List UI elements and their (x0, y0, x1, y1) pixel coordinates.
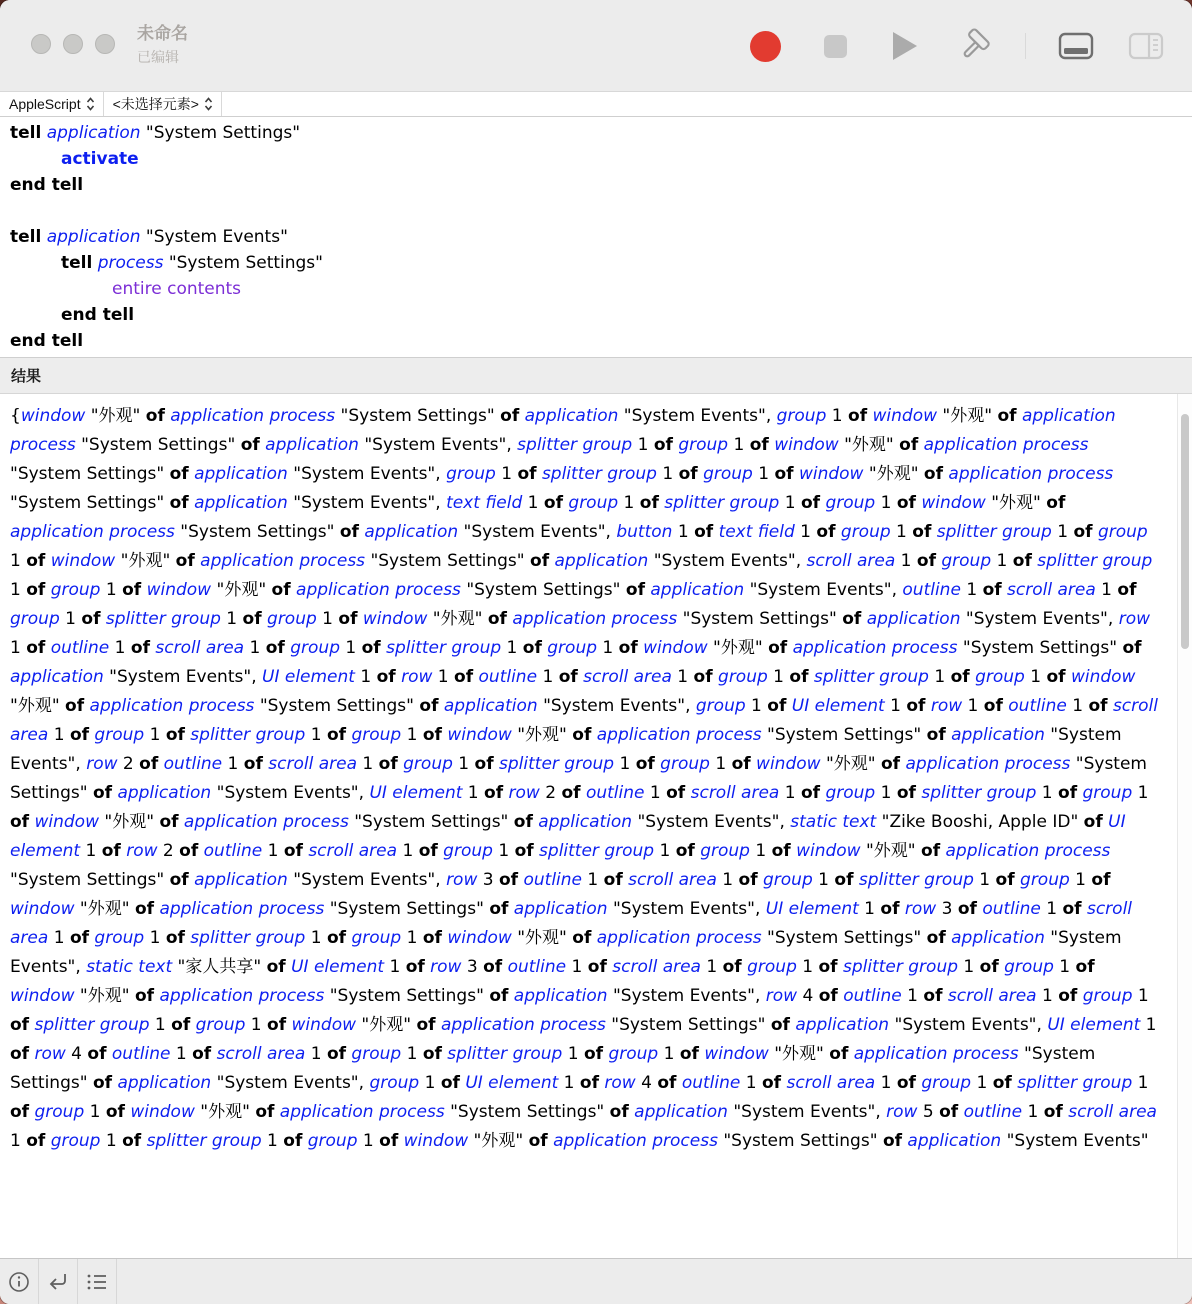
element-popup-label: <未选择元素> (112, 96, 199, 112)
show-log-button[interactable] (78, 1259, 117, 1304)
result-scrollbar[interactable] (1177, 394, 1192, 1258)
stop-icon (824, 35, 847, 58)
result-pane[interactable] (0, 394, 1192, 1258)
result-text: {window "外观" of application process "System Settings" of application "System Events", group 1 of window "外观" of application process "System Settings" of application "System Events", splitter group 1 of group 1 of window "外观" of application process "System Settings" of application "System Events", group 1 of splitter group 1 of group 1 of window "外观" of application process "System Settings" of application "System Events", text field 1 of group 1 of splitter group 1 of group 1 of window "外观" of application process "System Settings" of application "System Events", button 1 of text field 1 of group 1 of splitter group 1 of group 1 of window "外观" of application process "System Settings" of application "System Events", scroll area 1 of group 1 of splitter group 1 of group 1 of window "外观" of application process "System Settings" of application "System Events", outline 1 of scroll area 1 of group 1 of splitter group 1 of group 1 of window "外观" of application process "System Settings" of application "System Events", row 1 of outline 1 of scroll area 1 of group 1 of splitter group 1 of group 1 of window "外观" of application process "System Settings" of application "System Events", UI element 1 of row 1 of outline 1 of scroll area 1 of group 1 of splitter group 1 of group 1 of window "外观" of application process "System Settings" of application "System Events", group 1 of UI element 1 of row 1 of outline 1 of scroll area 1 of group 1 of splitter group 1 of group 1 of window "外观" of application process "System Settings" of application "System Events", row 2 of outline 1 of scroll area 1 of group 1 of splitter group 1 of group 1 of window "外观" of application process "System Settings" of application "System Events", UI element 1 of row 2 of outline 1 of scroll area 1 of group 1 of splitter group 1 of group 1 of window "外观" of application process "System Settings" of application "System Events", static text "Zike Booshi, Apple ID" of UI element 1 of row 2 of outline 1 of scroll area 1 of group 1 of splitter group 1 of group 1 of window "外观" of application process "System Settings" of application "System Events", row 3 of outline 1 of scroll area 1 of group 1 of splitter group 1 of group 1 of window "外观" of application process "System Settings" of application "System Events", UI element 1 of row 3 of outline 1 of scroll area 1 of group 1 of splitter group 1 of group 1 of window "外观" of application process "System Settings" of application "System Events", static text "家人共享" of UI element 1 of row 3 of outline 1 of scroll area 1 of group 1 of splitter group 1 of group 1 of window "外观" of application process "System Settings" of application "System Events", row 4 of outline 1 of scroll area 1 of group 1 of splitter group 1 of group 1 of window "外观" of application process "System Settings" of application "System Events", UI element 1 of row 4 of outline 1 of scroll area 1 of group 1 of splitter group 1 of group 1 of window "外观" of application process "System Settings" of application "System Events", group 1 of UI element 1 of row 4 of outline 1 of scroll area 1 of group 1 of splitter group 1 of group 1 of window "外观" of application process "System Settings" of application "System Events", row 5 of outline 1 of scroll area 1 of group 1 of splitter group 1 of group 1 of window "外观" of application process "System Settings" of application "System Events" (10, 406, 1158, 1151)
title-bar (0, 0, 1192, 92)
up-down-chevrons-icon (204, 97, 213, 111)
result-header (0, 357, 1192, 394)
document-edited-status: 已编辑 (137, 49, 179, 65)
show-description-button[interactable] (0, 1259, 39, 1304)
toolbar (745, 0, 1166, 92)
bottom-bar (0, 1258, 1192, 1304)
show-result-button[interactable] (39, 1259, 78, 1304)
compile-button[interactable] (955, 26, 995, 66)
run-button[interactable] (885, 26, 925, 66)
panel-right-icon (1128, 32, 1164, 60)
zoom-window-button[interactable] (95, 34, 115, 54)
element-popup[interactable] (104, 92, 222, 116)
code-editor[interactable]: tell application "System Settings" activate end tell tell application "System Events" tell process "System Settings" entire contents end tell end tell (0, 117, 1192, 357)
record-button[interactable] (745, 26, 785, 66)
result-view-switcher (0, 1259, 117, 1304)
language-popup[interactable] (0, 92, 104, 116)
stop-button[interactable] (815, 26, 855, 66)
up-down-chevrons-icon (86, 97, 95, 111)
info-icon (8, 1271, 30, 1293)
result-scrollbar-thumb[interactable] (1181, 414, 1189, 649)
return-arrow-icon (46, 1271, 70, 1293)
toolbar-divider (1025, 33, 1026, 59)
play-icon (893, 32, 917, 60)
bulleted-list-icon (85, 1271, 109, 1293)
panel-bottom-icon (1058, 32, 1094, 60)
toggle-bottom-pane-button[interactable] (1056, 26, 1096, 66)
toggle-right-pane-button[interactable] (1126, 26, 1166, 66)
navigation-bar (0, 92, 1192, 117)
document-title: 未命名 (137, 24, 188, 43)
record-icon (750, 31, 781, 62)
traffic-lights (31, 34, 115, 54)
hammer-icon (955, 26, 995, 66)
document-title-block (137, 22, 188, 68)
language-popup-label: AppleScript (9, 96, 81, 112)
minimize-window-button[interactable] (63, 34, 83, 54)
close-window-button[interactable] (31, 34, 51, 54)
result-header-label: 结果 (11, 368, 42, 385)
